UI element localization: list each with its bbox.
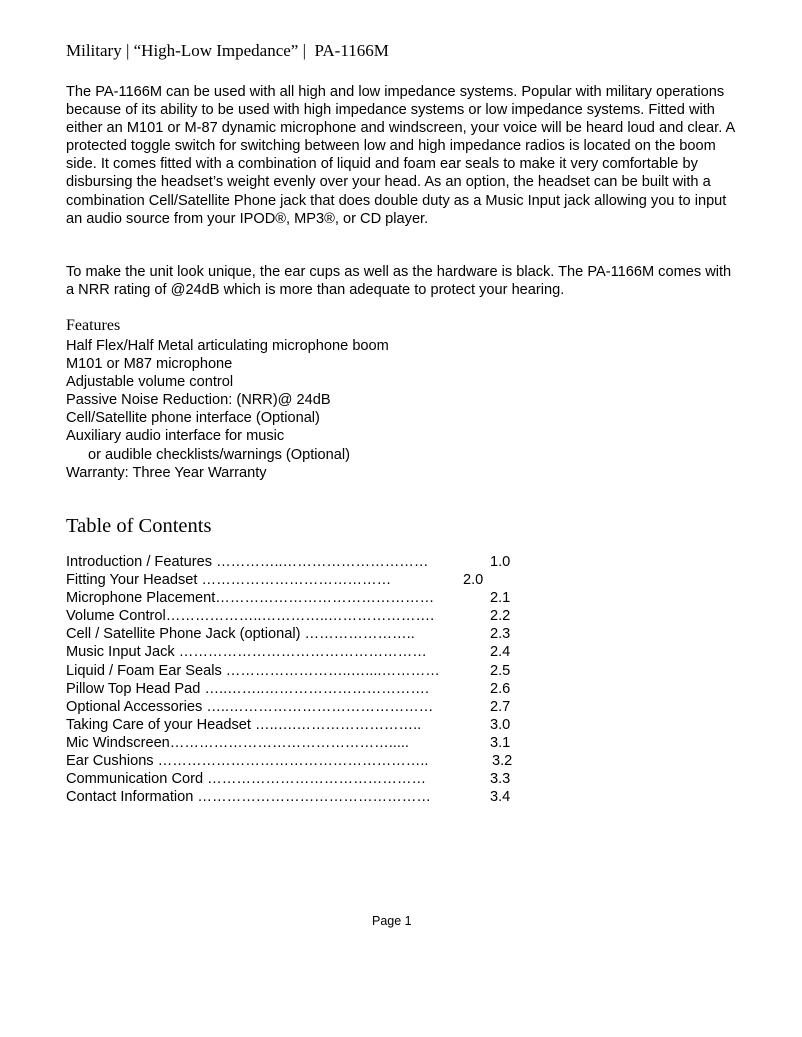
page-number: Page 1 <box>372 914 412 928</box>
feature-item: Cell/Satellite phone interface (Optional) <box>66 410 320 427</box>
toc-entry-label: Introduction / Features …………..………………………… <box>66 554 429 570</box>
toc-entry-number: 2.1 <box>490 590 511 607</box>
header-model: PA-1166M <box>314 41 389 60</box>
toc-entry-label: Volume Control………………..…………..…………………. <box>66 608 435 625</box>
toc-entry-label: Ear Cushions ……………………………………………….. <box>66 753 429 770</box>
feature-item: Passive Noise Reduction: (NRR)@ 24dB <box>66 392 331 409</box>
toc-entry-number: 2.6 <box>490 680 511 697</box>
header-type: “High-Low Impedance” <box>133 41 299 60</box>
toc-entry-number: 3.1 <box>490 734 511 751</box>
toc-entry-label: Pillow Top Head Pad …..……..……………………………. <box>66 680 430 697</box>
toc-entry-label: Music Input Jack …………………………………………… <box>66 644 427 661</box>
feature-item: or audible checklists/warnings (Optional) <box>88 446 350 463</box>
toc-entry-number: 2.3 <box>490 626 511 643</box>
feature-item: Adjustable volume control <box>66 374 234 391</box>
feature-item: Half Flex/Half Metal articulating microphone boom <box>66 338 389 354</box>
toc-entry-label: Optional Accessories …..…………………………………… <box>66 698 434 715</box>
toc-entry-label: Cell / Satellite Phone Jack (optional) ………………….. <box>66 626 415 643</box>
feature-item: Auxiliary audio interface for music <box>66 428 285 445</box>
toc-entry-label: Contact Information ………………………………………… <box>66 789 431 806</box>
toc-entry-number: 3.0 <box>490 716 511 733</box>
toc-entry-number: 3.4 <box>490 789 511 806</box>
header-separator: | <box>298 41 315 60</box>
toc-entry-number: 2.0 <box>463 572 484 589</box>
toc-entry-label: Taking Care of your Headset …..….…………………….. <box>66 716 422 733</box>
toc-entry-label: Communication Cord ……………………………………… <box>66 771 427 788</box>
feature-item: Warranty: Three Year Warranty <box>66 464 267 481</box>
toc-entry-number: 3.3 <box>490 771 511 788</box>
header-category: Military <box>66 41 122 60</box>
intro-paragraph-2: To make the unit look unique, the ear cups as well as the hardware is black. The PA-1166M comes with a NRR rating of @24dB which is more than adequate to protect your hearing. <box>66 264 732 299</box>
toc-entry-number: 2.2 <box>490 608 511 625</box>
features-list <box>66 337 389 482</box>
toc-entry-number: 2.7 <box>490 698 511 715</box>
toc-entry-label: Fitting Your Headset ………………………………… <box>66 572 392 589</box>
toc-entry-number: 2.5 <box>490 662 511 679</box>
document-header <box>66 41 389 61</box>
intro-paragraph-1: The PA-1166M can be used with all high and low impedance systems. Popular with military operations because of its ability to be used with high impedance systems or low impedance systems. Fitted with either an M101 or M-87 dynamic microphone and windscreen, your voice will be heard loud and clear. A protected toggle switch for switching between low and high impedance radios is located on the boom side. It comes fitted with a combination of liquid and foam ear seals to make it very comfortable by disbursing the headset’s weight evenly over your head. As an option, the headset can be built with a combination Cell/Satellite Phone jack that does double duty as a Music Input jack allowing you to input an audio source from your IPOD®, MP3®, or CD player. <box>66 84 735 227</box>
toc-entry-number: 2.4 <box>490 644 511 661</box>
toc-entry-label: Mic Windscreen………………………………………..... <box>66 734 409 751</box>
toc-entry-label: Microphone Placement……………………………………… <box>66 590 435 607</box>
features-heading: Features <box>66 317 121 334</box>
toc-entry-number: 3.2 <box>492 753 513 770</box>
toc-heading: Table of Contents <box>66 515 212 537</box>
header-separator: | <box>121 41 134 60</box>
toc-entry-number: 1.0 <box>490 554 511 570</box>
feature-item: M101 or M87 microphone <box>66 356 233 373</box>
toc-entry-label: Liquid / Foam Ear Seals ……………………..…....………… <box>66 662 440 679</box>
